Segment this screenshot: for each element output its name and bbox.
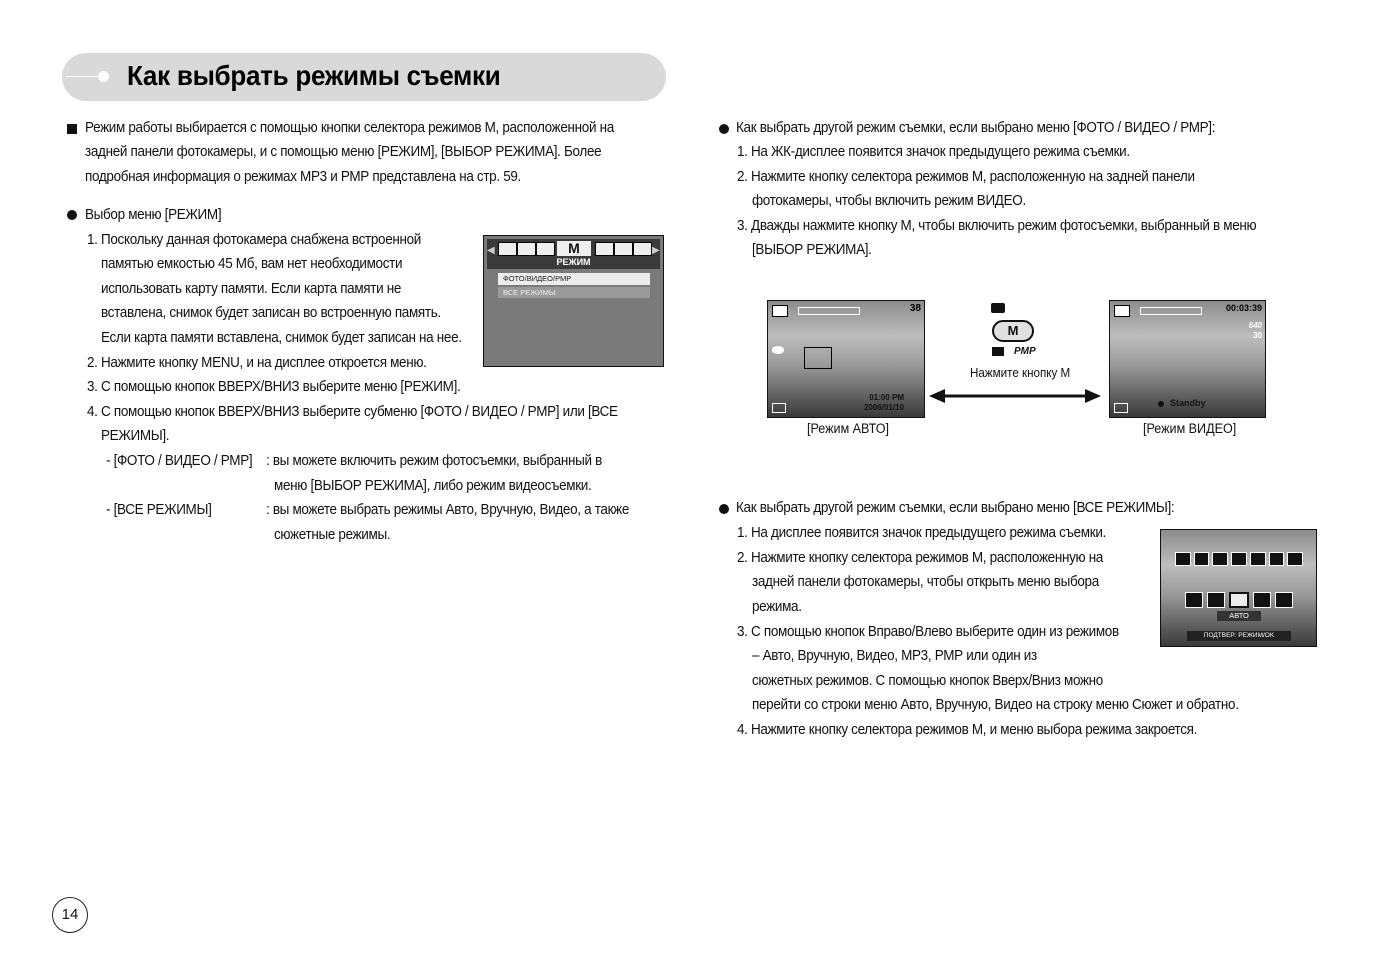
standby-dot-icon	[1158, 401, 1164, 407]
zoom-bar	[798, 307, 860, 315]
scene-icon[interactable]	[1231, 552, 1247, 566]
time-readout: 01:00 PM	[869, 393, 904, 402]
resolution-label: 640	[1248, 321, 1262, 330]
focus-frame	[804, 347, 832, 369]
section2-step1: 1. На дисплее появится значок предыдущего режима съемки.	[737, 525, 1106, 541]
section2-step3-line-3: сюжетных режимов. С помощью кнопок Вверх/Вниз можно	[752, 673, 1103, 689]
intro-line-1: Режим работы выбирается с помощью кнопки селектора режимов М, расположенной на	[85, 120, 614, 136]
scene-icon[interactable]	[1194, 552, 1210, 566]
mode-menu-screen	[483, 235, 664, 367]
m-tab: M	[557, 241, 591, 256]
video-mode-screen	[1109, 300, 1266, 418]
page-title: Как выбрать режимы съемки	[127, 60, 501, 91]
scene-icon[interactable]	[1250, 552, 1266, 566]
battery-icon	[1114, 403, 1128, 413]
person-icon	[517, 242, 536, 256]
grid-icon	[614, 242, 633, 256]
section2-step2-line-2: задней панели фотокамеры, чтобы открыть меню выбора	[752, 574, 1099, 590]
auto-mode-caption: [Режим АВТО]	[807, 421, 889, 436]
fps-label: 30	[1253, 331, 1262, 340]
standby-label: Standby	[1170, 398, 1206, 408]
eye-icon	[772, 346, 784, 354]
section1-step2-line-1: 2. Нажмите кнопку селектора режимов М, расположенную на задней панели	[737, 169, 1195, 185]
recording-timer: 00:03:39	[1225, 303, 1262, 313]
right-arrow-icon: ▶	[652, 245, 660, 256]
option-photo-video-text-1: : вы можете включить режим фотосъемки, выбранный в	[266, 453, 602, 469]
section1-step3-line-1: 3. Дважды нажмите кнопку М, чтобы включить режим фотосъемки, выбранный в меню	[737, 218, 1257, 234]
mode-icons-row	[1185, 592, 1293, 608]
battery-icon	[772, 403, 786, 413]
step4-line-1: 4. С помощью кнопок ВВЕРХ/ВНИЗ выберите субменю [ФОТО / ВИДЕО / РМР] или [ВСЕ	[87, 404, 618, 420]
scene-icon[interactable]	[1287, 552, 1303, 566]
step3: 3. С помощью кнопок ВВЕРХ/ВНИЗ выберите меню [РЕЖИМ].	[87, 379, 461, 395]
page-number: 14	[52, 897, 88, 933]
title-dot-decoration	[98, 71, 109, 82]
double-arrow-icon	[929, 385, 1101, 407]
intro-line-2: задней панели фотокамеры, и с помощью меню [РЕЖИМ], [ВЫБОР РЕЖИМА]. Более	[85, 144, 602, 160]
step1-line-2: памятью емкостью 45 Мб, вам нет необходимости	[101, 256, 403, 272]
section1-step1: 1. На ЖК-дисплее появится значок предыдущего режима съемки.	[737, 144, 1130, 160]
mode-icon[interactable]	[1207, 592, 1225, 608]
mode-icon[interactable]	[1185, 592, 1203, 608]
step4-line-2: РЕЖИМЫ].	[101, 428, 170, 444]
shot-count: 38	[909, 303, 921, 314]
zoom-bar	[1140, 307, 1202, 315]
video-mode-caption: [Режим ВИДЕО]	[1143, 421, 1237, 436]
menu-item-all-modes[interactable]: ВСЕ РЕЖИМЫ	[498, 287, 650, 298]
option-all-modes-text-2: сюжетные режимы.	[274, 527, 391, 543]
option-all-modes-label: - [ВСЕ РЕЖИМЫ]	[106, 502, 212, 518]
left-arrow-icon: ◀	[487, 245, 495, 256]
step2: 2. Нажмите кнопку MENU, и на дисплее откроется меню.	[87, 355, 427, 371]
ev-icon	[595, 242, 614, 256]
auto-mode-screen	[767, 300, 925, 418]
video-camera-icon	[1114, 305, 1130, 317]
video-camera-icon	[992, 347, 1004, 356]
mode-icon[interactable]	[1275, 592, 1293, 608]
press-m-caption: Нажмите кнопку М	[970, 366, 1071, 380]
camera-icon	[991, 303, 1005, 313]
menu-title: РЕЖИМ	[556, 257, 591, 267]
section2-step4: 4. Нажмите кнопку селектора режимов М, и меню выбора режима закроется.	[737, 722, 1198, 738]
scene-icons-row	[1175, 552, 1303, 566]
step1-line-1: 1. Поскольку данная фотокамера снабжена встроенной	[87, 232, 422, 248]
section1-step3-line-2: [ВЫБОР РЕЖИМА].	[752, 242, 872, 258]
scene-icon[interactable]	[1269, 552, 1285, 566]
frame-icon	[633, 242, 652, 256]
camera-icon	[536, 242, 555, 256]
section2-heading: Как выбрать другой режим съемки, если выбрано меню [ВСЕ РЕЖИМЫ]:	[736, 500, 1175, 516]
section2-step2-line-3: режима.	[752, 599, 802, 615]
step1-line-3: использовать карту памяти. Если карта памяти не	[101, 281, 402, 297]
option-photo-video-text-2: меню [ВЫБОР РЕЖИМА], либо режим видеосъемки.	[274, 478, 592, 494]
option-all-modes-text-1: : вы можете выбрать режимы Авто, Вручную, Видео, а также	[266, 502, 630, 518]
all-modes-screen	[1160, 529, 1317, 647]
section2-step2-line-1: 2. Нажмите кнопку селектора режимов М, расположенную на	[737, 550, 1103, 566]
section2-step3-line-2: – Авто, Вручную, Видео, МР3, РМР или один из	[752, 648, 1037, 664]
option-photo-video-label: - [ФОТО / ВИДЕО / РМР]	[106, 453, 253, 469]
menu-heading: Выбор меню [РЕЖИМ]	[85, 207, 222, 223]
square-bullet-icon	[67, 124, 77, 134]
section2-step3-line-4: перейти со строки меню Авто, Вручную, Видео на строку меню Сюжет и обратно.	[752, 697, 1239, 713]
bullet-icon	[719, 504, 729, 514]
scene-icon[interactable]	[1212, 552, 1228, 566]
section1-step2-line-2: фотокамеры, чтобы включить режим ВИДЕО.	[752, 193, 1026, 209]
mode-selector-m: M	[992, 320, 1034, 342]
scene-icon[interactable]	[1175, 552, 1191, 566]
bullet-icon	[719, 124, 729, 134]
mode-icon[interactable]	[1253, 592, 1271, 608]
auto-label: АВТО	[1217, 611, 1261, 621]
bullet-icon	[67, 210, 77, 220]
intro-line-3: подробная информация о режимах МР3 и РМР представлена на стр. 59.	[85, 169, 521, 185]
menu-item-photo-video-pmp[interactable]: ФОТО/ВИДЕО/РМР	[498, 273, 650, 285]
pmp-label: PMP	[1014, 346, 1036, 357]
camera-icon	[772, 305, 788, 317]
date-readout: 2006/01/10	[863, 403, 904, 412]
step1-line-4: вставлена, снимок будет записан во встроенную память.	[101, 305, 441, 321]
confirm-hint: ПОДТВЕР: РЕЖИМ/OK	[1187, 631, 1291, 641]
section2-step3-line-1: 3. С помощью кнопок Вправо/Влево выберите один из режимов	[737, 624, 1119, 640]
auto-mode-icon[interactable]	[1229, 592, 1249, 608]
pencil-icon	[498, 242, 517, 256]
step1-line-5: Если карта памяти вставлена, снимок будет записан на нее.	[101, 330, 462, 346]
section1-heading: Как выбрать другой режим съемки, если выбрано меню [ФОТО / ВИДЕО / РМР]:	[736, 120, 1216, 136]
